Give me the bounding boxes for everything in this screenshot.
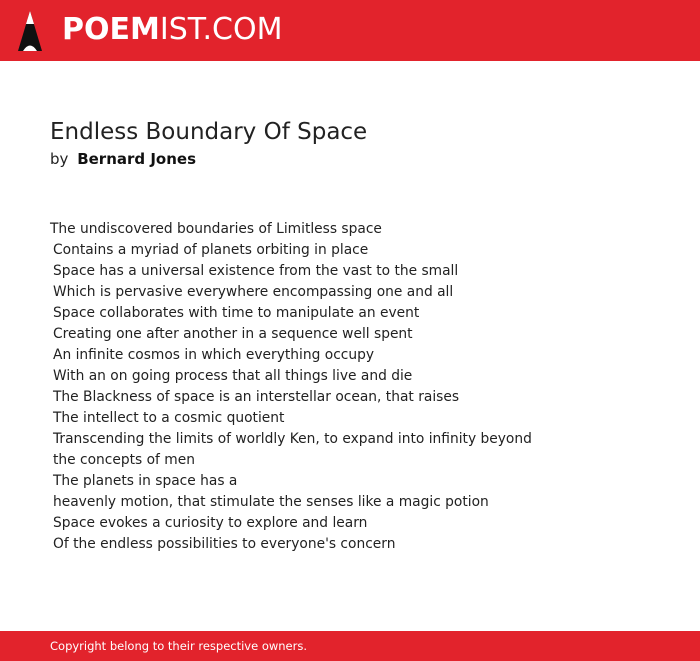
copyright-text: Copyright belong to their respective owners. — [50, 639, 308, 653]
site-logo-link[interactable] — [62, 13, 282, 47]
poem-body — [50, 219, 570, 555]
poem-line: Space has a universal existence from the vast to the small — [53, 263, 459, 279]
poem-line: the concepts of men — [53, 452, 195, 468]
poem-line: heavenly motion, that stimulate the senses like a magic potion — [53, 494, 489, 510]
byline — [50, 149, 196, 169]
poem-line: Space evokes a curiosity to explore and learn — [53, 515, 368, 531]
poem-title: Endless Boundary Of Space — [50, 119, 368, 145]
poem-line: Creating one after another in a sequence well spent — [53, 326, 413, 342]
poem-line: Space collaborates with time to manipulate an event — [53, 305, 420, 321]
poem-line: Transcending the limits of worldly Ken, to expand into infinity beyond — [53, 431, 532, 447]
poem-line: Contains a myriad of planets orbiting in place — [53, 242, 369, 258]
brand-name-bold: POEM — [62, 12, 160, 47]
poem-line: The planets in space has a — [53, 473, 238, 489]
site-header — [0, 0, 700, 61]
site-footer — [0, 631, 700, 661]
pencil-tip-icon[interactable] — [17, 10, 43, 52]
poem-line: Of the endless possibilities to everyone's concern — [53, 536, 396, 552]
poem-line: Which is pervasive everywhere encompassing one and all — [53, 284, 454, 300]
by-label: by — [50, 150, 69, 168]
poem-line: An infinite cosmos in which everything occupy — [53, 347, 375, 363]
brand-name-light: IST.COM — [159, 12, 283, 47]
poem-line: With an on going process that all things live and die — [53, 368, 413, 384]
poem-line: The intellect to a cosmic quotient — [53, 410, 285, 426]
poem-line: The undiscovered boundaries of Limitless space — [50, 221, 382, 237]
poem-line: The Blackness of space is an interstellar ocean, that raises — [53, 389, 460, 405]
author-name[interactable]: Bernard Jones — [77, 150, 197, 168]
